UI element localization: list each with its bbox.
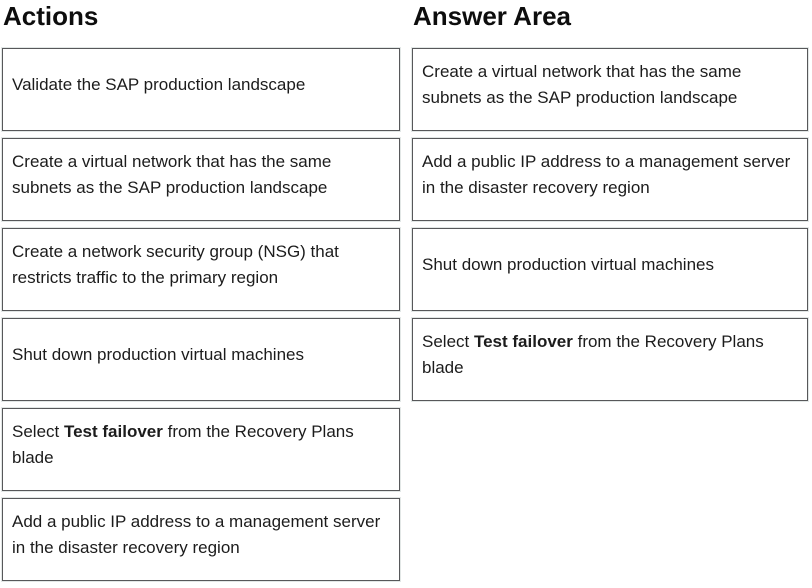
action-card[interactable] (2, 318, 400, 401)
card-text-segment: Create a network security group (NSG) that restricts traffic to the primary region (12, 241, 339, 287)
answer-card[interactable] (412, 48, 808, 131)
action-card[interactable] (2, 138, 400, 221)
card-text-segment: Validate the SAP production landscape (12, 74, 306, 94)
answer-card-text (422, 59, 798, 111)
card-text-bold-segment: Test failover (63, 421, 163, 441)
action-card-text (12, 72, 390, 98)
action-card[interactable] (2, 498, 400, 581)
answer-card-text (422, 329, 798, 381)
actions-title: Actions (3, 1, 99, 31)
action-card-text (12, 419, 390, 471)
card-text-segment: from the Recovery Plans blade (422, 331, 764, 377)
action-card-text (12, 509, 390, 561)
card-text-segment: Shut down production virtual machines (422, 254, 714, 274)
answer-card[interactable] (412, 318, 808, 401)
answer-area-list (412, 48, 808, 408)
card-text-segment: Create a virtual network that has the same subnets as the SAP production landscape (422, 61, 742, 107)
card-text-segment: Create a virtual network that has the same subnets as the SAP production landscape (12, 151, 332, 197)
card-text-segment: Add a public IP address to a management server in the disaster recovery region (422, 151, 791, 197)
actions-column (2, 0, 400, 557)
answer-area-title: Answer Area (413, 1, 571, 31)
answer-card[interactable] (412, 228, 808, 311)
answer-card-text (422, 252, 798, 278)
card-text-segment: Select (12, 421, 64, 441)
answer-area-column (412, 0, 808, 377)
card-text-segment: from the Recovery Plans blade (12, 421, 354, 467)
card-text-segment: Select (422, 331, 474, 351)
actions-list (2, 48, 400, 588)
action-card-text (12, 342, 390, 368)
card-text-bold-segment: Test failover (473, 331, 573, 351)
answer-card[interactable] (412, 138, 808, 221)
card-text-segment: Add a public IP address to a management server in the disaster recovery region (12, 511, 381, 557)
answer-card-text (422, 149, 798, 201)
action-card-text (12, 239, 390, 291)
card-text-segment: Shut down production virtual machines (12, 344, 304, 364)
action-card[interactable] (2, 408, 400, 491)
action-card[interactable] (2, 48, 400, 131)
action-card[interactable] (2, 228, 400, 311)
action-card-text (12, 149, 390, 201)
